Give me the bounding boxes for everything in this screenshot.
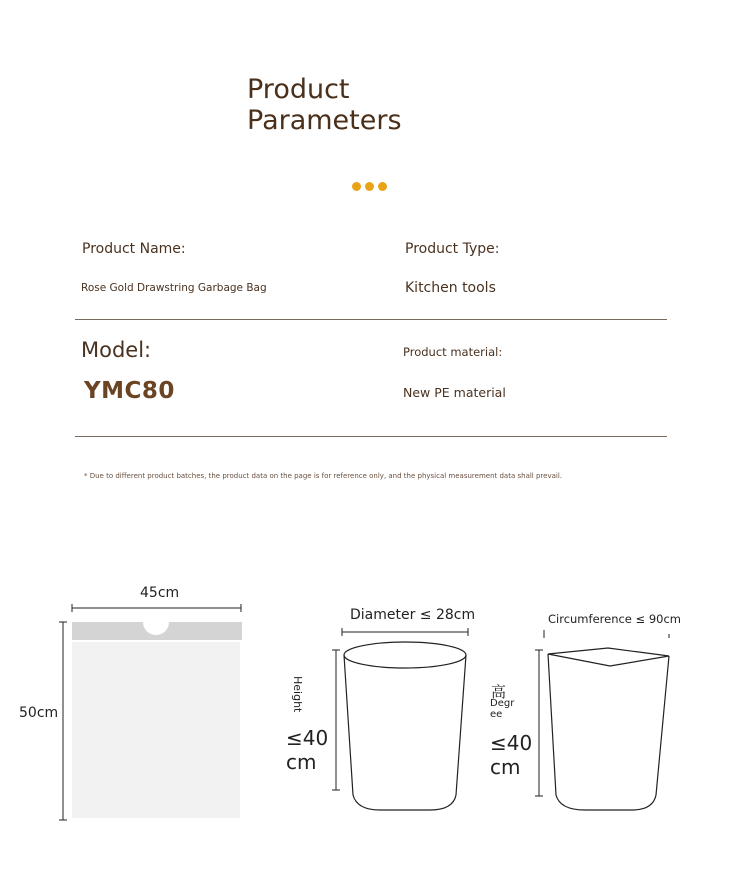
round-bin-diameter-label: Diameter ≤ 28cm: [350, 607, 476, 623]
bag-width-label: 45cm: [140, 585, 180, 601]
round-bin-height-number: ≤40: [286, 726, 329, 750]
model-label: Model:: [81, 338, 152, 362]
square-bin-circumference-label: Circumference ≤ 90cm: [548, 612, 681, 626]
garbage-bag-illustration: [59, 604, 242, 820]
degree-line-2: ee: [490, 709, 503, 720]
round-bin-height-label: Height: [291, 676, 304, 713]
square-bin-height-char: 高: [491, 683, 507, 701]
square-bin-degree-label: [490, 698, 514, 720]
square-bin-illustration: [535, 630, 669, 810]
degree-line-1: Degr: [490, 698, 515, 709]
product-name-label: Product Name:: [82, 241, 186, 257]
title-line-1: Product: [247, 74, 350, 105]
disclaimer-note: * Due to different product batches, the product data on the page is for reference only, and the physical measurement data shall prevail.: [84, 472, 562, 480]
title-line-2: Parameters: [247, 105, 402, 136]
material-label: Product material:: [403, 345, 503, 359]
square-bin-height-unit: cm: [490, 755, 521, 779]
square-bin-height-value: [490, 731, 532, 779]
product-name-value: Rose Gold Drawstring Garbage Bag: [81, 282, 267, 294]
product-type-label: Product Type:: [405, 241, 500, 257]
model-value: YMC80: [84, 378, 175, 404]
product-type-value: Kitchen tools: [405, 280, 496, 296]
bag-height-label: 50cm: [19, 705, 59, 721]
round-bin-height-unit: cm: [286, 750, 317, 774]
round-bin-illustration: [332, 628, 468, 810]
material-value: New PE material: [403, 385, 506, 400]
round-bin-height-value: [286, 726, 328, 774]
square-bin-height-number: ≤40: [490, 731, 533, 755]
